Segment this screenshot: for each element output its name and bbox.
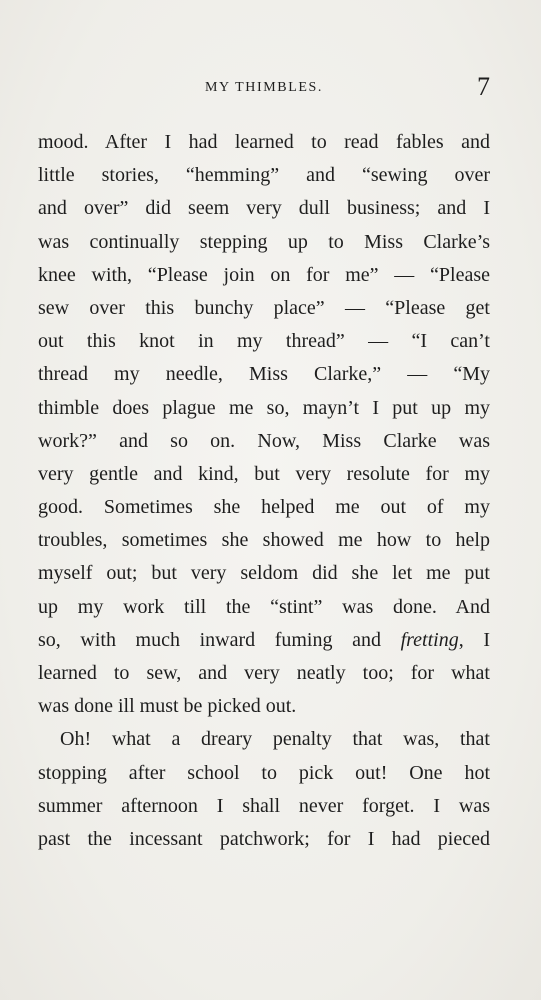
text-line: past the incessant patchwork; for I had pieced xyxy=(38,827,490,850)
text-line: and over” did seem very dull business; and I xyxy=(38,197,490,220)
page-number: 7 xyxy=(477,72,490,101)
running-title: MY THIMBLES. xyxy=(205,80,323,95)
line-text: so, with much inward fuming and xyxy=(38,628,381,651)
text-line: troubles, sometimes she showed me how to help xyxy=(38,529,490,552)
text-line: good. Sometimes she helped me out of my xyxy=(38,496,490,519)
text-line: learned to sew, and very neatly too; for what xyxy=(38,662,490,684)
text-line: mood. After I had learned to read fables and xyxy=(38,131,490,153)
paragraph-last-line: was done ill must be picked out. xyxy=(38,695,297,718)
page-header xyxy=(38,72,490,106)
text-line: thimble does plague me so, mayn’t I put up my xyxy=(38,396,490,419)
line-tail: , I xyxy=(458,628,490,651)
text-line: stopping after school to pick out! One hot xyxy=(38,761,490,784)
text-line: out this knot in my thread” — “I can’t xyxy=(38,330,490,353)
text-line: work?” and so on. Now, Miss Clarke was xyxy=(38,429,490,452)
text-line-with-italic xyxy=(38,624,490,657)
text-line: very gentle and kind, but very resolute for my xyxy=(38,462,490,485)
body-text xyxy=(38,126,490,856)
text-line: sew over this bunchy place” — “Please get xyxy=(38,296,490,319)
paragraph-first-line: Oh! what a dreary penalty that was, that xyxy=(60,728,490,751)
text-line: little stories, “hemming” and “sewing over xyxy=(38,164,490,187)
text-line: up my work till the “stint” was done. And xyxy=(38,595,490,618)
text-line: knee with, “Please join on for me” — “Please xyxy=(38,263,490,286)
text-line: thread my needle, Miss Clarke,” — “My xyxy=(38,363,490,386)
text-line: myself out; but very seldom did she let me put xyxy=(38,562,490,585)
text-line: was continually stepping up to Miss Clarke’s xyxy=(38,230,490,253)
text-line: summer afternoon I shall never forget. I was xyxy=(38,794,490,817)
italic-word: fretting xyxy=(400,628,459,651)
